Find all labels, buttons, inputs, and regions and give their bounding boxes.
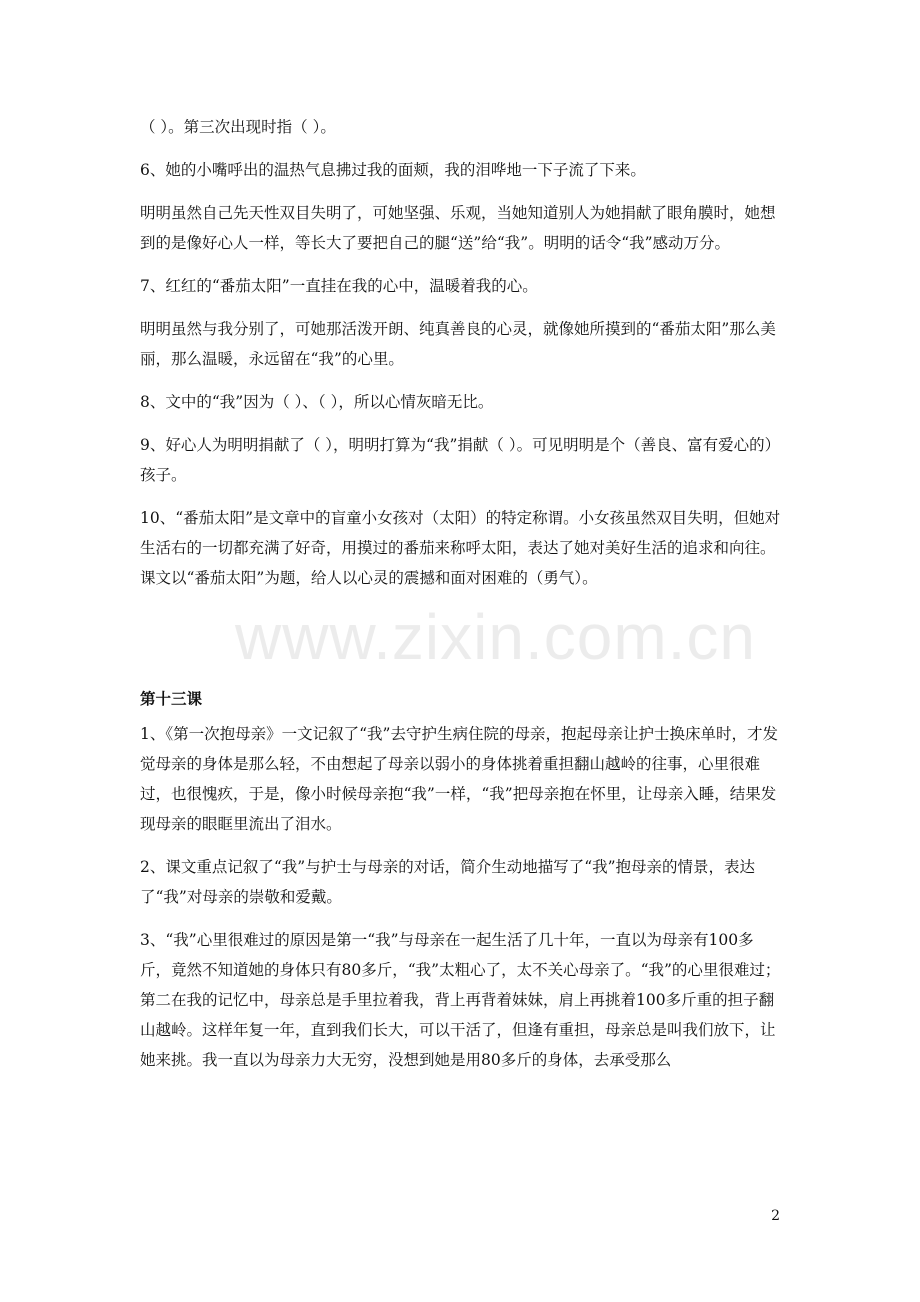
paragraph: 明明虽然自己先天性双目失明了，可她坚强、乐观，当她知道别人为她捐献了眼角膜时，她想到的是像好心人一样，等长大了要把自己的腿“送”给“我”。明明的话令“我”感动万分。: [140, 204, 776, 252]
paragraph: 明明虽然与我分别了，可她那活泼开朗、纯真善良的心灵，就像她所摸到的“番茄太阳”那么美丽，那么温暖，永远留在“我”的心里。: [140, 320, 776, 368]
paragraph: 3、“我”心里很难过的原因是第一“我”与母亲在一起生活了几十年，一直以为母亲有100多斤，竟然不知道她的身体只有80多斤，“我”太粗心了，太不关心母亲了。“我”的心里很难过；第二在我的记忆中，母亲总是手里拉着我，背上再背着妹妹，肩上再挑着100多斤重的担子翻山越岭。这样年复一年，直到我们长大，可以干活了，但逢有重担，母亲总是叫我们放下，让她来挑。我一直以为母亲力大无穷，没想到她是用80多斤的身体，去承受那么: [140, 931, 781, 1069]
page-number: 2: [771, 1208, 780, 1224]
paragraph: 6、她的小嘴呼出的温热气息拂过我的面颊，我的泪哗地一下子流了下来。: [140, 161, 646, 179]
paragraph: 7、红红的“番茄太阳”一直挂在我的心中，温暖着我的心。: [140, 277, 538, 295]
paragraph: 1、《第一次抱母亲》一文记叙了“我”去守护生病住院的母亲，抱起母亲让护士换床单时，才发觉母亲的身体是那么轻，不由想起了母亲以弱小的身体挑着重担翻山越岭的往事，心里很难过，也很愧疚，于是，像小时候母亲抱“我”一样，“我”把母亲抱在怀里，让母亲入睡，结果发现母亲的眼眶里流出了泪水。: [140, 725, 778, 833]
paragraph: 8、文中的“我”因为（ ）、（ ），所以心情灰暗无比。: [140, 393, 494, 411]
paragraph: 10、“番茄太阳”是文章中的盲童小女孩对（太阳）的特定称谓。小女孩虽然双目失明，但她对生活右的一切都充满了好奇，用摸过的番茄来称呼太阳，表达了她对美好生活的追求和向往。课文以“番茄太阳”为题，给人以心灵的震撼和面对困难的（勇气）。: [140, 509, 781, 587]
paragraph: 2、课文重点记叙了“我”与护士与母亲的对话，简介生动地描写了“我”抱母亲的情景，表达了“我”对母亲的崇敬和爱戴。: [140, 858, 756, 906]
document-body: [140, 112, 784, 1088]
watermark: www.zixin.com.cn: [235, 601, 756, 673]
paragraph: （ ）。第三次出现时指（ ）。: [140, 118, 336, 136]
paragraph: 9、好心人为明明捐献了（ ），明明打算为“我”捐献（ ）。可见明明是个（善良、富有爱心的）孩子。: [140, 436, 781, 484]
spacer: [140, 606, 784, 684]
section-title: 第十三课: [140, 689, 203, 708]
